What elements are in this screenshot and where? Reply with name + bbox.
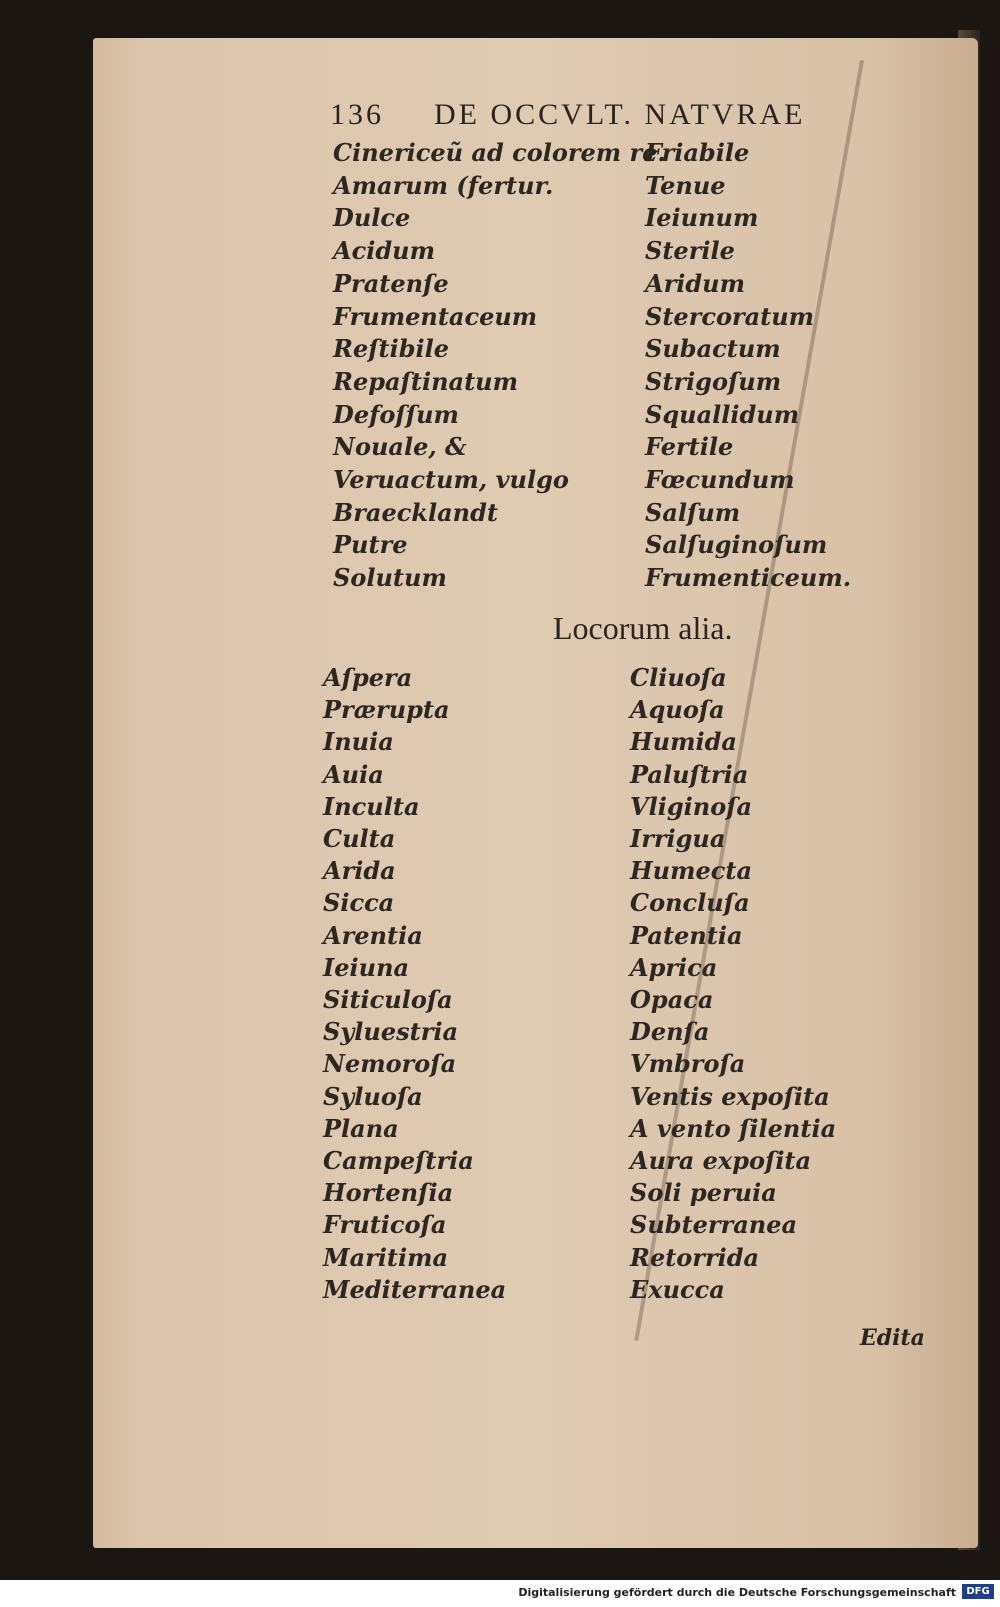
word-entry: Stercoratum xyxy=(645,301,815,331)
word-entry: Retorrida xyxy=(630,1242,760,1272)
word-entry: A vento ſilentia xyxy=(630,1113,837,1143)
running-head xyxy=(330,98,890,138)
word-entry: Cliuoſa xyxy=(630,663,727,692)
word-entry: Fœcundum xyxy=(645,465,795,494)
word-entry: Sterile xyxy=(645,236,735,266)
footer-credit: Digitalisierung gefördert durch die Deutsche Forschungsgemeinschaft xyxy=(518,1586,956,1599)
word-entry: Siticuloſa xyxy=(323,985,453,1014)
word-entry: Subterranea xyxy=(630,1210,798,1240)
word-entry: Mediterranea xyxy=(323,1274,507,1304)
word-entry: Aprica xyxy=(630,952,718,982)
word-entry: Fruticoſa xyxy=(323,1210,447,1240)
word-entry: Frumenticeum. xyxy=(645,563,852,593)
word-entry: Maritima xyxy=(323,1242,449,1272)
word-entry: Tenue xyxy=(645,170,726,200)
word-entry: Putre xyxy=(333,530,408,560)
word-entry: Aridum xyxy=(645,268,746,298)
word-entry: Syluestria xyxy=(323,1017,459,1047)
word-entry: Repaſtinatum xyxy=(333,366,519,396)
word-entry: Braecklandt xyxy=(333,497,498,527)
word-entry: Salſum xyxy=(645,497,741,527)
word-entry: Arida xyxy=(323,856,396,886)
word-entry: Plana xyxy=(323,1113,399,1143)
word-entry: Humecta xyxy=(630,856,753,886)
word-entry: Nouale, & xyxy=(333,432,467,462)
word-entry: Cinericeũ ad colorem re. xyxy=(333,138,666,167)
word-entry: Subactum xyxy=(645,334,781,364)
word-entry: Squallidum xyxy=(645,399,800,429)
word-entry: Aura expoſita xyxy=(630,1146,812,1175)
word-entry: Concluſa xyxy=(630,888,750,918)
catchword: Edita xyxy=(860,1325,925,1351)
word-entry: Soli peruia xyxy=(630,1178,777,1208)
word-entry: Denſa xyxy=(630,1017,710,1047)
word-entry: Vliginoſa xyxy=(630,791,753,821)
word-entry: Irrigua xyxy=(630,824,726,853)
word-entry: Culta xyxy=(323,824,396,853)
word-entry: Dulce xyxy=(333,203,411,233)
word-entry: Campeſtria xyxy=(323,1146,474,1175)
word-entry: Opaca xyxy=(630,985,714,1014)
word-entry: Vmbroſa xyxy=(630,1049,746,1079)
word-entry: Hortenſia xyxy=(323,1178,454,1208)
word-entry: Paluſtria xyxy=(630,759,749,789)
word-entry: Auia xyxy=(323,759,384,789)
running-title: DE OCCVLT. NATVRAE xyxy=(434,98,806,131)
word-entry: Reſtibile xyxy=(333,334,450,364)
word-entry: Solutum xyxy=(333,563,447,593)
word-entry: Pratenſe xyxy=(333,268,449,298)
word-entry: Strigoſum xyxy=(645,366,782,396)
word-entry: Aſpera xyxy=(323,663,413,692)
dfg-logo: DFG xyxy=(962,1584,994,1599)
word-entry: Ventis expoſita xyxy=(630,1081,830,1111)
word-entry: Acidum xyxy=(333,236,435,266)
word-entry: Arentia xyxy=(323,920,423,950)
word-entry: Humida xyxy=(630,727,737,757)
word-entry: Ieiuna xyxy=(323,952,410,982)
word-entry: Nemoroſa xyxy=(323,1049,457,1079)
word-entry: Patentia xyxy=(630,920,743,950)
word-entry: Friabile xyxy=(645,138,750,167)
page-number: 136 xyxy=(330,98,384,131)
word-entry: Aquoſa xyxy=(630,695,725,725)
word-entry: Syluoſa xyxy=(323,1081,423,1111)
word-entry: Amarum (fertur. xyxy=(333,170,554,200)
word-entry: Inculta xyxy=(323,791,420,821)
word-entry: Sicca xyxy=(323,888,395,918)
word-entry: Fertile xyxy=(645,432,734,462)
word-entry: Salſuginoſum xyxy=(645,530,828,560)
book-page xyxy=(93,38,978,1548)
word-entry: Defoſſum xyxy=(333,399,459,429)
word-entry: Prærupta xyxy=(323,695,450,725)
section-heading: Locorum alia. xyxy=(553,610,733,646)
word-entry: Frumentaceum xyxy=(333,301,538,331)
word-entry: Ieiunum xyxy=(645,203,759,233)
word-entry: Inuia xyxy=(323,727,394,757)
word-entry: Veruactum, vulgo xyxy=(333,465,569,494)
word-entry: Exucca xyxy=(630,1274,725,1304)
